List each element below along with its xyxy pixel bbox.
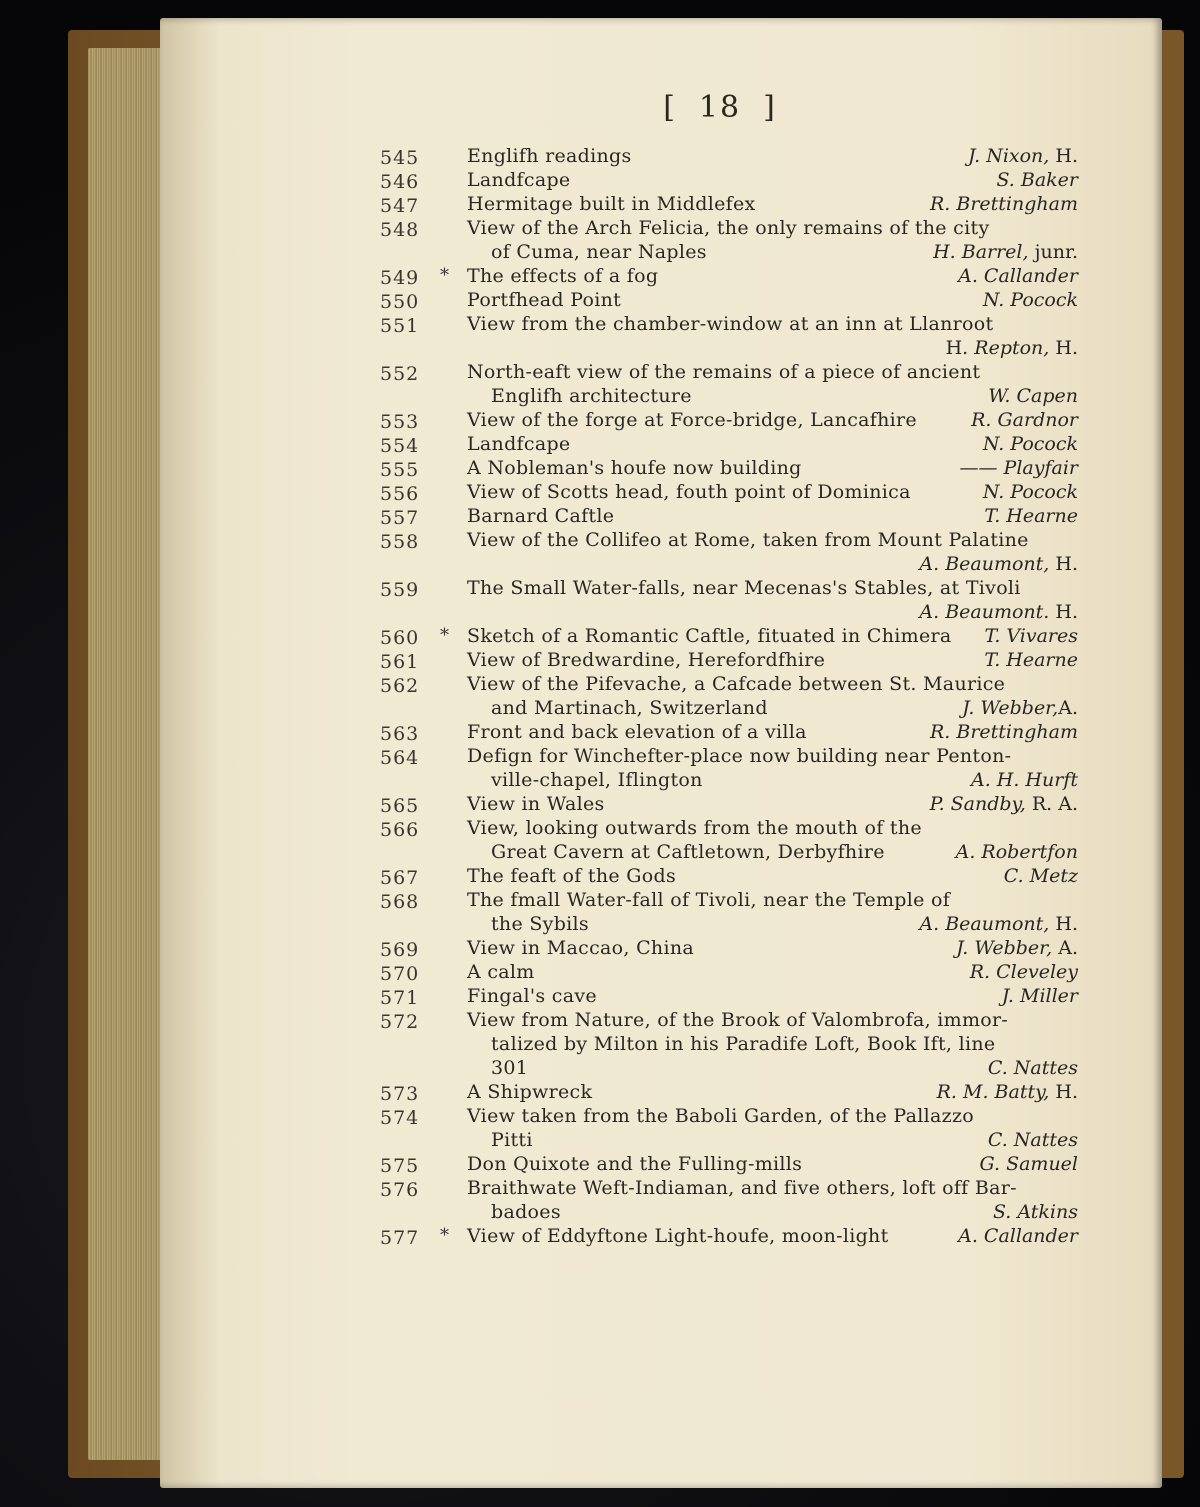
entry-artist bbox=[984, 649, 1078, 671]
artist-name: H. Barrel, bbox=[933, 241, 1029, 263]
entry-title-continued: Great Cavern at Caftletown, Derbyfhire bbox=[491, 841, 885, 863]
entry-title-continued: 301 bbox=[491, 1057, 529, 1079]
entry-artist bbox=[956, 937, 1078, 959]
entry-number: 560 bbox=[380, 627, 420, 649]
exhibited-star-mark: * bbox=[440, 625, 449, 646]
entry-number: 573 bbox=[380, 1083, 420, 1105]
artist-name: C. Nattes bbox=[987, 1057, 1078, 1079]
entry-title: View of the Arch Felicia, the only remains of the city bbox=[467, 217, 990, 239]
artist-name: C. Nattes bbox=[987, 1129, 1078, 1151]
artist-name: Repton, bbox=[974, 337, 1050, 359]
artist-name: R. Cleveley bbox=[969, 961, 1078, 983]
entry-number: 555 bbox=[380, 459, 420, 481]
artist-name: A. Beaumont, bbox=[919, 553, 1050, 575]
artist-initial: H. bbox=[945, 337, 975, 359]
entry-number: 545 bbox=[380, 147, 420, 169]
artist-suffix: R. A. bbox=[1025, 793, 1078, 815]
entry-title-continued: talized by Milton in his Paradife Loft, Book Ift, line bbox=[491, 1033, 996, 1055]
artist-name: T. Hearne bbox=[984, 649, 1078, 671]
entry-artist bbox=[933, 241, 1078, 263]
entry-artist bbox=[971, 769, 1078, 791]
entry-artist bbox=[983, 433, 1078, 455]
entry-number: 576 bbox=[380, 1179, 420, 1201]
entry-number: 556 bbox=[380, 483, 420, 505]
artist-name: W. Capen bbox=[988, 385, 1078, 407]
entry-title: A calm bbox=[467, 961, 535, 983]
entry-number: 566 bbox=[380, 819, 420, 841]
entry-number: 574 bbox=[380, 1107, 420, 1129]
bracket-close: ] bbox=[763, 90, 777, 125]
entry-title: A Shipwreck bbox=[467, 1081, 593, 1103]
entry-title: View of the forge at Force-bridge, Lancafhire bbox=[467, 409, 917, 431]
entry-number: 577 bbox=[380, 1227, 420, 1249]
artist-name: A. Callander bbox=[958, 265, 1078, 287]
artist-name: A. H. Hurft bbox=[970, 769, 1078, 791]
entry-artist bbox=[968, 145, 1078, 167]
artist-name: J. Miller bbox=[1001, 985, 1078, 1007]
artist-name: P. Sandby, bbox=[929, 793, 1026, 815]
entry-title: View of the Collifeo at Rome, taken from Mount Palatine bbox=[467, 529, 1029, 551]
entry-artist bbox=[980, 1153, 1079, 1175]
entry-number: 565 bbox=[380, 795, 420, 817]
entry-title: View in Wales bbox=[467, 793, 605, 815]
artist-suffix: A. bbox=[1052, 937, 1078, 959]
entry-title-continued: Englifh architecture bbox=[491, 385, 692, 407]
entry-artist bbox=[984, 625, 1078, 647]
artist-name: N. Pocock bbox=[982, 433, 1078, 455]
entry-title: Portfhead Point bbox=[467, 289, 622, 311]
entry-title: View of Scotts head, fouth point of Dominica bbox=[467, 481, 911, 503]
entry-artist bbox=[971, 409, 1078, 431]
entry-title: View taken from the Baboli Garden, of the Pallazzo bbox=[467, 1105, 975, 1127]
entry-artist bbox=[956, 841, 1078, 863]
entry-artist bbox=[996, 169, 1078, 191]
entry-title: View in Maccao, China bbox=[467, 937, 694, 959]
entry-title: Hermitage built in Middlefex bbox=[467, 193, 756, 215]
entry-number: 551 bbox=[380, 315, 420, 337]
artist-name: R. M. Batty, bbox=[936, 1081, 1050, 1103]
entry-number: 558 bbox=[380, 531, 420, 553]
entry-artist bbox=[988, 385, 1078, 407]
entry-title: Fingal's cave bbox=[467, 985, 597, 1007]
page-number: 18 bbox=[698, 90, 742, 125]
artist-suffix: H. bbox=[1049, 145, 1078, 167]
entry-number: 561 bbox=[380, 651, 420, 673]
entry-title: Sketch of a Romantic Caftle, fituated in Chimera bbox=[467, 625, 952, 647]
entry-artist bbox=[983, 481, 1078, 503]
artist-name: T. Hearne bbox=[984, 505, 1078, 527]
bracket-open: [ bbox=[663, 90, 677, 125]
entry-number: 567 bbox=[380, 867, 420, 889]
entry-number: 549 bbox=[380, 267, 420, 289]
entry-number: 559 bbox=[380, 579, 420, 601]
entry-artist bbox=[937, 1081, 1078, 1103]
entry-artist bbox=[962, 697, 1078, 719]
entry-title: The fmall Water-fall of Tivoli, near the Temple of bbox=[467, 889, 951, 911]
entry-number: 554 bbox=[380, 435, 420, 457]
artist-name: A. Callander bbox=[958, 1225, 1078, 1247]
artist-name: T. Vivares bbox=[984, 625, 1078, 647]
entry-number: 569 bbox=[380, 939, 420, 961]
entry-artist bbox=[960, 457, 1078, 479]
entry-artist bbox=[970, 961, 1078, 983]
artist-name: R. Brettingham bbox=[929, 721, 1078, 743]
artist-suffix: H. bbox=[1049, 913, 1078, 935]
entry-artist bbox=[919, 913, 1078, 935]
artist-name: R. Gardnor bbox=[971, 409, 1078, 431]
entry-title: View from the chamber-window at an inn at Llanroot bbox=[467, 313, 994, 335]
entry-number: 570 bbox=[380, 963, 420, 985]
entry-title: The Small Water-falls, near Mecenas's Stables, at Tivoli bbox=[467, 577, 1021, 599]
entry-number: 547 bbox=[380, 195, 420, 217]
artist-name: R. Brettingham bbox=[929, 193, 1078, 215]
entry-title: The feaft of the Gods bbox=[467, 865, 677, 887]
entry-artist bbox=[988, 1057, 1078, 1079]
entry-title: Defign for Winchefter-place now building near Penton- bbox=[467, 745, 1012, 767]
exhibited-star-mark: * bbox=[440, 1225, 449, 1246]
artist-suffix: A. bbox=[1058, 697, 1078, 719]
entry-number: 564 bbox=[380, 747, 420, 769]
entry-title-continued: badoes bbox=[491, 1201, 561, 1223]
artist-name: J. Webber, bbox=[962, 697, 1059, 719]
entry-number: 571 bbox=[380, 987, 420, 1009]
artist-name: S. Atkins bbox=[992, 1201, 1078, 1223]
entry-artist bbox=[930, 721, 1078, 743]
artist-name: —— Playfair bbox=[959, 457, 1078, 479]
entry-title: Don Quixote and the Fulling-mills bbox=[467, 1153, 803, 1175]
artist-name: N. Pocock bbox=[982, 481, 1078, 503]
entry-number: 557 bbox=[380, 507, 420, 529]
entry-title: North-eaft view of the remains of a piece of ancient bbox=[467, 361, 981, 383]
entry-number: 572 bbox=[380, 1011, 420, 1033]
entry-title: View of Bredwardine, Herefordfhire bbox=[467, 649, 826, 671]
entry-number: 563 bbox=[380, 723, 420, 745]
entry-title: Barnard Caftle bbox=[467, 505, 615, 527]
entry-artist bbox=[919, 553, 1078, 575]
entry-title-continued: ville-chapel, Iflington bbox=[491, 769, 703, 791]
entry-title: The effects of a fog bbox=[467, 265, 659, 287]
entry-number: 546 bbox=[380, 171, 420, 193]
entry-artist bbox=[930, 793, 1078, 815]
entry-title: Braithwate Weft-Indiaman, and five others, loft off Bar- bbox=[467, 1177, 1017, 1199]
artist-name: A. Robertfon bbox=[955, 841, 1078, 863]
exhibited-star-mark: * bbox=[440, 265, 449, 286]
entry-artist bbox=[1002, 985, 1078, 1007]
entry-title-continued: and Martinach, Switzerland bbox=[491, 697, 768, 719]
entry-title: View of Eddyftone Light-houfe, moon-light bbox=[467, 1225, 889, 1247]
artist-suffix: junr. bbox=[1028, 241, 1078, 263]
entry-title: A Nobleman's houfe now building bbox=[467, 457, 802, 479]
artist-name: J. Nixon, bbox=[967, 145, 1050, 167]
entry-number: 568 bbox=[380, 891, 420, 913]
entry-number: 550 bbox=[380, 291, 420, 313]
entry-title: Englifh readings bbox=[467, 145, 632, 167]
artist-name: A. Beaumont. bbox=[919, 601, 1050, 623]
entry-title: Landfcape bbox=[467, 169, 571, 191]
artist-name: A. Beaumont, bbox=[919, 913, 1050, 935]
entry-title-continued: of Cuma, near Naples bbox=[491, 241, 707, 263]
artist-name: G. Samuel bbox=[979, 1153, 1078, 1175]
entry-number: 562 bbox=[380, 675, 420, 697]
entry-title: Front and back elevation of a villa bbox=[467, 721, 807, 743]
artist-suffix: H. bbox=[1049, 1081, 1078, 1103]
entry-number: 548 bbox=[380, 219, 420, 241]
entry-number: 575 bbox=[380, 1155, 420, 1177]
entry-title: View from Nature, of the Brook of Valombrofa, immor- bbox=[467, 1009, 1009, 1031]
entry-artist bbox=[984, 505, 1078, 527]
entry-artist bbox=[988, 1129, 1078, 1151]
artist-suffix: H. bbox=[1049, 601, 1078, 623]
entry-artist bbox=[983, 289, 1078, 311]
entry-title-continued: the Sybils bbox=[491, 913, 589, 935]
entry-title: View of the Pifevache, a Cafcade between St. Maurice bbox=[467, 673, 1006, 695]
artist-name: S. Baker bbox=[996, 169, 1078, 191]
entry-artist bbox=[946, 337, 1078, 359]
entry-number: 552 bbox=[380, 363, 420, 385]
artist-name: C. Metz bbox=[1003, 865, 1078, 887]
entry-artist bbox=[1004, 865, 1078, 887]
entry-artist bbox=[993, 1201, 1078, 1223]
entry-number: 553 bbox=[380, 411, 420, 433]
entry-title: Landfcape bbox=[467, 433, 571, 455]
entry-artist bbox=[919, 601, 1078, 623]
artist-name: J. Webber, bbox=[956, 937, 1053, 959]
entry-artist bbox=[930, 193, 1078, 215]
artist-suffix: H. bbox=[1049, 553, 1078, 575]
page-number-header bbox=[650, 90, 790, 140]
entry-artist bbox=[958, 265, 1078, 287]
entry-title: View, looking outwards from the mouth of the bbox=[467, 817, 922, 839]
artist-suffix: H. bbox=[1049, 337, 1078, 359]
entry-title-continued: Pitti bbox=[491, 1129, 533, 1151]
entry-artist bbox=[958, 1225, 1078, 1247]
artist-name: N. Pocock bbox=[982, 289, 1078, 311]
